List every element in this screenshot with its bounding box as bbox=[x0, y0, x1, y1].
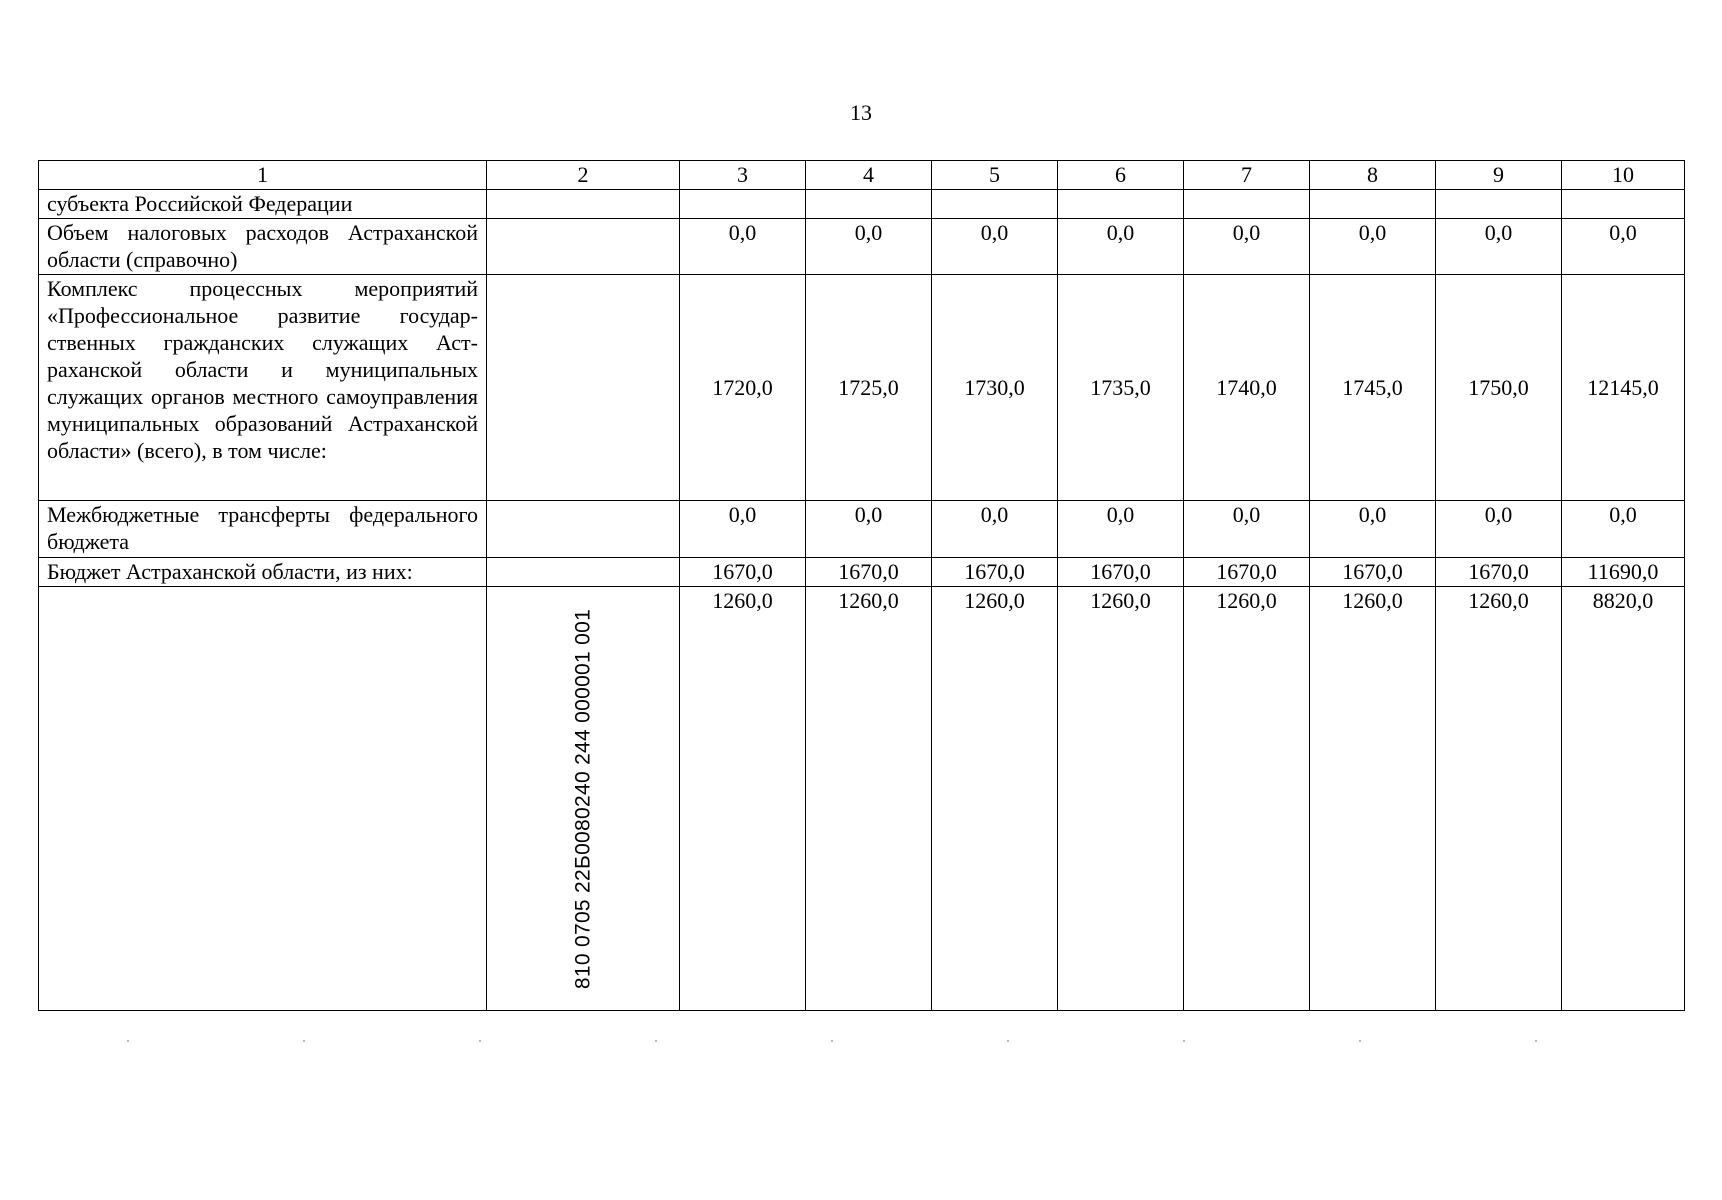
row-value: 0,0 bbox=[1184, 219, 1310, 275]
budget-table bbox=[38, 160, 1685, 1011]
column-header: 2 bbox=[487, 161, 680, 190]
header-row bbox=[39, 161, 1685, 190]
row-value: 0,0 bbox=[932, 219, 1058, 275]
row-value: 1260,0 bbox=[1310, 587, 1436, 1011]
row-value bbox=[806, 190, 932, 219]
row-value: 1730,0 bbox=[932, 275, 1058, 501]
row-value: 1670,0 bbox=[932, 558, 1058, 587]
table-row bbox=[39, 190, 1685, 219]
row-code bbox=[487, 190, 680, 219]
row-value bbox=[1562, 190, 1685, 219]
column-header: 10 bbox=[1562, 161, 1685, 190]
row-value bbox=[1058, 190, 1184, 219]
row-value: 1740,0 bbox=[1184, 275, 1310, 501]
column-header: 6 bbox=[1058, 161, 1184, 190]
row-value: 1735,0 bbox=[1058, 275, 1184, 501]
row-value: 0,0 bbox=[1058, 501, 1184, 558]
row-value: 1670,0 bbox=[1058, 558, 1184, 587]
page-number: 13 bbox=[850, 100, 872, 125]
column-header: 5 bbox=[932, 161, 1058, 190]
row-value: 0,0 bbox=[1436, 219, 1562, 275]
column-header: 8 bbox=[1310, 161, 1436, 190]
column-header: 7 bbox=[1184, 161, 1310, 190]
row-code bbox=[487, 558, 680, 587]
row-value: 1260,0 bbox=[1436, 587, 1562, 1011]
row-code bbox=[487, 275, 680, 501]
row-value: 1260,0 bbox=[806, 587, 932, 1011]
row-name: Межбюджетные трансферты федерального бюджета bbox=[39, 501, 487, 558]
row-value bbox=[1310, 190, 1436, 219]
row-value: 1260,0 bbox=[680, 587, 806, 1011]
row-name: субъекта Российской Федерации bbox=[39, 190, 487, 219]
row-value: 1260,0 bbox=[1184, 587, 1310, 1011]
row-value: 1670,0 bbox=[680, 558, 806, 587]
column-header: 1 bbox=[39, 161, 487, 190]
row-value: 1725,0 bbox=[806, 275, 932, 501]
row-code-cell bbox=[487, 587, 680, 1011]
row-value: 0,0 bbox=[806, 501, 932, 558]
row-value bbox=[680, 190, 806, 219]
row-value: 1670,0 bbox=[1436, 558, 1562, 587]
scan-dot-line bbox=[40, 1040, 1680, 1042]
row-value: 11690,0 bbox=[1562, 558, 1685, 587]
row-code bbox=[487, 501, 680, 558]
table-row bbox=[39, 587, 1685, 1011]
row-value: 1260,0 bbox=[1058, 587, 1184, 1011]
table-row bbox=[39, 501, 1685, 558]
row-value: 1720,0 bbox=[680, 275, 806, 501]
row-value: 1670,0 bbox=[806, 558, 932, 587]
row-value bbox=[1184, 190, 1310, 219]
row-value: 1750,0 bbox=[1436, 275, 1562, 501]
row-value: 0,0 bbox=[1562, 219, 1685, 275]
column-header: 3 bbox=[680, 161, 806, 190]
row-value: 0,0 bbox=[680, 501, 806, 558]
row-value: 0,0 bbox=[806, 219, 932, 275]
row-value: 12145,0 bbox=[1562, 275, 1685, 501]
row-value: 0,0 bbox=[1184, 501, 1310, 558]
table-row bbox=[39, 558, 1685, 587]
budget-classification-code: 810 0705 22Б0080240 244 000001 001 bbox=[571, 608, 595, 989]
row-value: 0,0 bbox=[1058, 219, 1184, 275]
table-row bbox=[39, 219, 1685, 275]
row-value: 0,0 bbox=[932, 501, 1058, 558]
table-row bbox=[39, 275, 1685, 501]
row-name: Комплекс процессных мероприятий «Профессиональное развитие государственных гражданских служащих Астраханской области и муниципальных служащих органов местного самоуправления муниципальных образований Астраханской области» (всего), в том числе: bbox=[39, 275, 487, 501]
row-value: 0,0 bbox=[1310, 219, 1436, 275]
column-header: 4 bbox=[806, 161, 932, 190]
row-value: 0,0 bbox=[680, 219, 806, 275]
row-value: 8820,0 bbox=[1562, 587, 1685, 1011]
row-value: 1745,0 bbox=[1310, 275, 1436, 501]
row-value bbox=[1436, 190, 1562, 219]
row-name bbox=[39, 587, 487, 1011]
row-value bbox=[932, 190, 1058, 219]
row-value: 1670,0 bbox=[1184, 558, 1310, 587]
row-code bbox=[487, 219, 680, 275]
column-header: 9 bbox=[1436, 161, 1562, 190]
row-name: Бюджет Астраханской области, из них: bbox=[39, 558, 487, 587]
row-value: 1670,0 bbox=[1310, 558, 1436, 587]
row-value: 0,0 bbox=[1310, 501, 1436, 558]
row-value: 1260,0 bbox=[932, 587, 1058, 1011]
row-value: 0,0 bbox=[1436, 501, 1562, 558]
row-name: Объем налоговых расходов Астраханской области (справочно) bbox=[39, 219, 487, 275]
row-value: 0,0 bbox=[1562, 501, 1685, 558]
